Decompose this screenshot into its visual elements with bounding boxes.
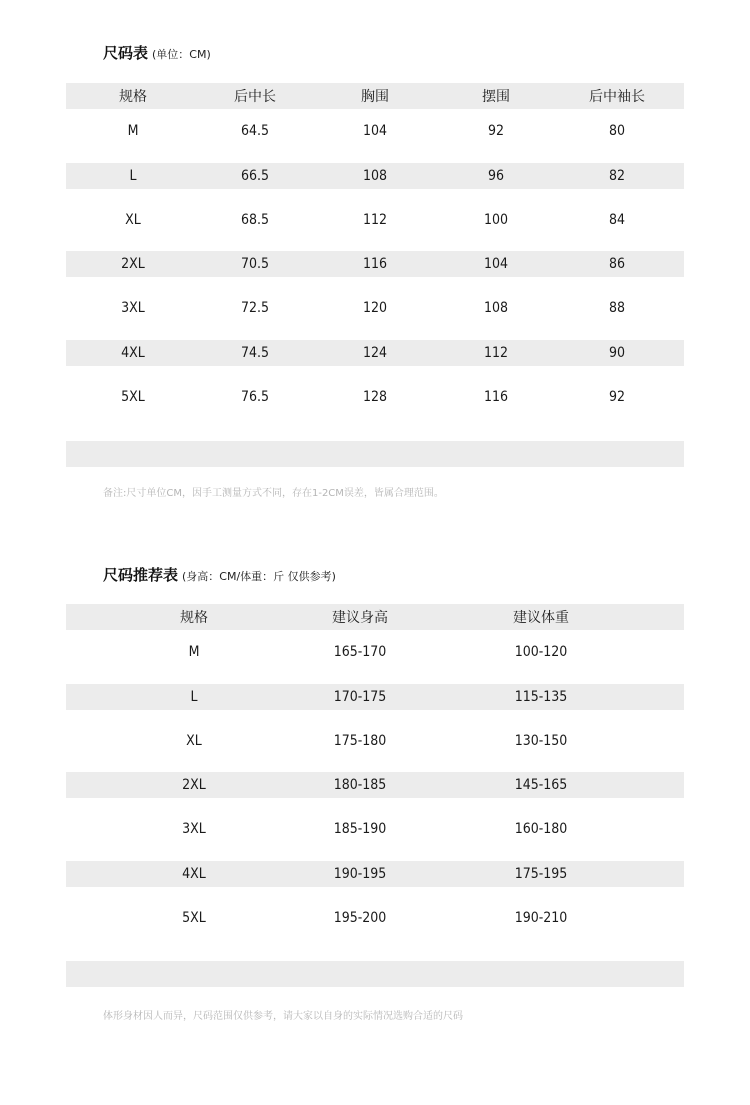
table-row	[66, 109, 684, 154]
table-cell: 145-165	[514, 777, 568, 793]
recommend-chart-footer-bar	[66, 961, 684, 987]
table-row	[66, 861, 684, 887]
table-cell: M	[127, 123, 139, 140]
header-cell: 规格	[119, 89, 147, 105]
table-cell: 2XL	[182, 777, 206, 793]
table-cell: 108	[483, 300, 509, 317]
size-chart-unit-note: (单位：CM)	[152, 48, 211, 61]
table-row	[66, 375, 684, 420]
table-cell: 92	[608, 388, 626, 405]
table-cell: 4XL	[121, 344, 145, 361]
table-cell: 185-190	[333, 821, 387, 838]
table-cell: 100	[483, 211, 509, 228]
table-cell: 72.5	[240, 300, 270, 317]
size-chart-title	[103, 42, 211, 63]
table-cell: 74.5	[240, 344, 270, 361]
table-cell: L	[129, 167, 137, 184]
size-chart-title-text: 尺码表	[103, 44, 149, 62]
header-cell: 摆围	[482, 89, 510, 105]
table-row	[66, 251, 684, 277]
recommend-chart-unit-note: (身高：CM/体重：斤 仅供参考)	[182, 570, 336, 583]
header-cell: 胸围	[361, 89, 389, 105]
table-cell: 175-180	[333, 732, 387, 749]
table-cell: 116	[483, 388, 509, 405]
table-cell: 112	[362, 211, 388, 228]
table-cell: 165-170	[333, 644, 387, 661]
table-cell: 195-200	[333, 909, 387, 926]
table-cell: 160-180	[514, 821, 568, 838]
table-cell: 175-195	[514, 865, 568, 882]
table-cell: M	[188, 644, 200, 661]
table-cell: 170-175	[333, 688, 387, 705]
table-cell: 108	[362, 167, 388, 184]
table-row	[66, 198, 684, 243]
table-cell: 104	[483, 256, 509, 272]
table-cell: 100-120	[514, 644, 568, 661]
header-cell: 建议身高	[332, 610, 388, 626]
table-cell: XL	[186, 732, 202, 749]
table-cell: 70.5	[240, 256, 270, 272]
table-cell: 84	[608, 211, 626, 228]
table-cell: 2XL	[121, 256, 145, 272]
table-cell: 190-195	[333, 865, 387, 882]
table-cell: 190-210	[514, 909, 568, 926]
table-cell: 82	[608, 167, 626, 184]
recommend-chart-title-text: 尺码推荐表	[103, 566, 179, 584]
table-cell: 104	[362, 123, 388, 140]
size-chart-table	[66, 83, 684, 419]
table-cell: 5XL	[121, 388, 145, 405]
table-cell: 115-135	[514, 688, 568, 705]
table-row	[66, 286, 684, 331]
table-row	[66, 896, 684, 941]
table-row	[66, 340, 684, 366]
table-cell: 130-150	[514, 732, 568, 749]
header-cell: 规格	[180, 610, 208, 626]
header-cell: 后中袖长	[589, 89, 645, 105]
size-chart-note: 备注:尺寸单位CM，因手工测量方式不同，存在1-2CM误差，皆属合理范围。	[103, 488, 444, 499]
table-row	[66, 719, 684, 764]
table-row	[66, 807, 684, 852]
table-cell: 86	[608, 256, 626, 272]
table-row	[66, 772, 684, 798]
table-cell: XL	[125, 211, 141, 228]
table-cell: 66.5	[240, 167, 270, 184]
table-cell: 128	[362, 388, 388, 405]
table-cell: 4XL	[182, 865, 206, 882]
recommend-chart-note: 体形身材因人而异，尺码范围仅供参考，请大家以自身的实际情况选购合适的尺码	[103, 1011, 463, 1022]
size-chart-footer-bar	[66, 441, 684, 467]
table-header-row	[66, 83, 684, 109]
table-cell: 68.5	[240, 211, 270, 228]
header-cell: 后中长	[234, 89, 276, 105]
table-row	[66, 630, 684, 675]
table-cell: 180-185	[333, 777, 387, 793]
table-header-row	[66, 604, 684, 630]
table-cell: 124	[362, 344, 388, 361]
table-cell: 90	[608, 344, 626, 361]
table-cell: 3XL	[121, 300, 145, 317]
table-cell: 3XL	[182, 821, 206, 838]
table-cell: L	[190, 688, 198, 705]
table-cell: 64.5	[240, 123, 270, 140]
table-cell: 5XL	[182, 909, 206, 926]
recommend-chart-title	[103, 564, 336, 585]
table-cell: 76.5	[240, 388, 270, 405]
table-cell: 112	[483, 344, 509, 361]
table-cell: 96	[487, 167, 505, 184]
table-cell: 80	[608, 123, 626, 140]
table-cell: 120	[362, 300, 388, 317]
table-cell: 116	[362, 256, 388, 272]
header-cell: 建议体重	[513, 610, 569, 626]
recommend-chart-table	[66, 604, 684, 940]
table-row	[66, 163, 684, 189]
table-cell: 92	[487, 123, 505, 140]
table-row	[66, 684, 684, 710]
table-cell: 88	[608, 300, 626, 317]
